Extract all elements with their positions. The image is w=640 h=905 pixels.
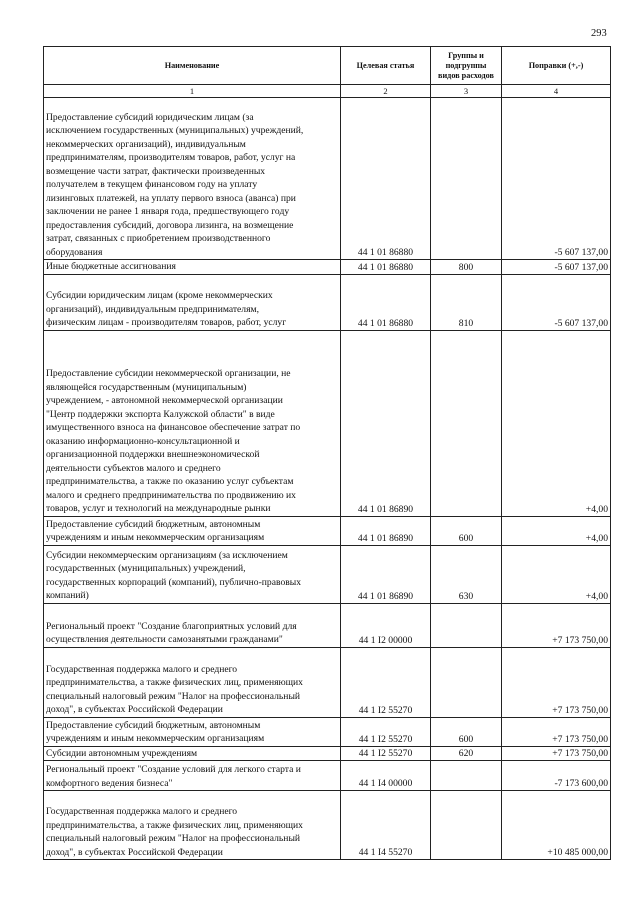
row-amendment: +7 173 750,00 [502, 603, 611, 647]
row-target-article: 44 1 I2 55270 [341, 746, 431, 761]
header-amendments: Поправки (+,-) [502, 47, 611, 85]
table-row [44, 516, 611, 545]
row-name: Субсидии юридическим лицам (кроме некоммерческих организаций), индивидуальным предпринимателям, физическим лицам - производителям товаров, работ, услуг [44, 274, 341, 330]
row-name: Субсидии автономным учреждениям [44, 746, 341, 761]
budget-amendments-table [43, 46, 611, 860]
row-expense-group [431, 603, 502, 647]
row-amendment: -7 173 600,00 [502, 761, 611, 791]
row-expense-group: 620 [431, 746, 502, 761]
row-target-article: 44 1 I4 00000 [341, 761, 431, 791]
row-name: Государственная поддержка малого и среднего предпринимательства, а также физических лиц, применяющих специальный налоговый режим "Налог на профессиональный доход", в субъектах Российской Федерации [44, 647, 341, 717]
row-name: Предоставление субсидий бюджетным, автономным учреждениям и иным некоммерческим организациям [44, 717, 341, 746]
table-row [44, 603, 611, 647]
row-name: Предоставление субсидий бюджетным, автономным учреждениям и иным некоммерческим организациям [44, 516, 341, 545]
row-target-article: 44 1 I4 55270 [341, 791, 431, 860]
header-expense-groups: Группы и подгруппы видов расходов [431, 47, 502, 85]
column-number: 4 [502, 85, 611, 98]
column-number: 1 [44, 85, 341, 98]
header-target-article: Целевая статья [341, 47, 431, 85]
row-expense-group [431, 647, 502, 717]
table-row [44, 98, 611, 260]
column-number: 3 [431, 85, 502, 98]
row-expense-group: 800 [431, 260, 502, 275]
row-amendment: +10 485 000,00 [502, 791, 611, 860]
row-amendment: +7 173 750,00 [502, 647, 611, 717]
page-number: 293 [591, 28, 607, 39]
table-row [44, 274, 611, 330]
table-row [44, 330, 611, 516]
row-expense-group: 630 [431, 545, 502, 603]
row-expense-group: 600 [431, 516, 502, 545]
row-expense-group: 810 [431, 274, 502, 330]
column-number: 2 [341, 85, 431, 98]
column-number-row [44, 85, 611, 98]
row-amendment: +4,00 [502, 545, 611, 603]
row-target-article: 44 1 01 86890 [341, 330, 431, 516]
row-target-article: 44 1 01 86880 [341, 274, 431, 330]
row-name: Региональный проект "Создание благоприятных условий для осуществления деятельности самозанятыми гражданами" [44, 603, 341, 647]
row-target-article: 44 1 I2 55270 [341, 647, 431, 717]
table-row [44, 545, 611, 603]
table-row [44, 761, 611, 791]
row-expense-group: 600 [431, 717, 502, 746]
row-amendment: -5 607 137,00 [502, 274, 611, 330]
row-name: Субсидии некоммерческим организациям (за исключением государственных (муниципальных) учреждений, государственных корпораций (компаний), публично-правовых компаний) [44, 545, 341, 603]
row-target-article: 44 1 01 86890 [341, 545, 431, 603]
row-expense-group [431, 791, 502, 860]
row-expense-group [431, 761, 502, 791]
row-name: Государственная поддержка малого и среднего предпринимательства, а также физических лиц, применяющих специальный налоговый режим "Налог на профессиональный доход", в субъектах Российской Федерации [44, 791, 341, 860]
row-amendment: -5 607 137,00 [502, 260, 611, 275]
row-name: Иные бюджетные ассигнования [44, 260, 341, 275]
table-row [44, 717, 611, 746]
row-target-article: 44 1 I2 55270 [341, 717, 431, 746]
row-amendment: -5 607 137,00 [502, 98, 611, 260]
header-name: Наименование [44, 47, 341, 85]
table-row [44, 260, 611, 275]
table-row [44, 647, 611, 717]
row-amendment: +4,00 [502, 330, 611, 516]
table-row [44, 746, 611, 761]
row-name: Региональный проект "Создание условий для легкого старта и комфортного ведения бизнеса" [44, 761, 341, 791]
row-amendment: +4,00 [502, 516, 611, 545]
row-name: Предоставление субсидии некоммерческой организации, не являющейся государственным (муниципальным) учреждением, - автономной некоммерческой организации "Центр поддержки экспорта Калужской области" в виде имущественного взноса на финансовое обеспечение затрат по оказанию информационно-консультационной и организационной поддержки внешнеэкономической деятельности субъектов малого и среднего предпринимательства, а также по оказанию услуг субъектам малого и среднего предпринимательства по продвижению их товаров, услуг и технологий на международные рынки [44, 330, 341, 516]
row-target-article: 44 1 01 86880 [341, 260, 431, 275]
table-header-row [44, 47, 611, 85]
row-target-article: 44 1 01 86890 [341, 516, 431, 545]
row-expense-group [431, 98, 502, 260]
row-name: Предоставление субсидий юридическим лицам (за исключением государственных (муниципальных) учреждений, некоммерческих организаций), индивидуальным предпринимателям, производителям товаров, работ, услуг на возмещение части затрат, фактически произведенных получателем в текущем финансовом году на уплату лизинговых платежей, на уплату первого взноса (аванса) при заключении не ранее 1 января года, предшествующего году предоставления субсидий, договора лизинга, на возмещение затрат, связанных с приобретением производственного оборудования [44, 98, 341, 260]
row-target-article: 44 1 01 86880 [341, 98, 431, 260]
row-expense-group [431, 330, 502, 516]
row-target-article: 44 1 I2 00000 [341, 603, 431, 647]
table-row [44, 791, 611, 860]
row-amendment: +7 173 750,00 [502, 717, 611, 746]
row-amendment: +7 173 750,00 [502, 746, 611, 761]
